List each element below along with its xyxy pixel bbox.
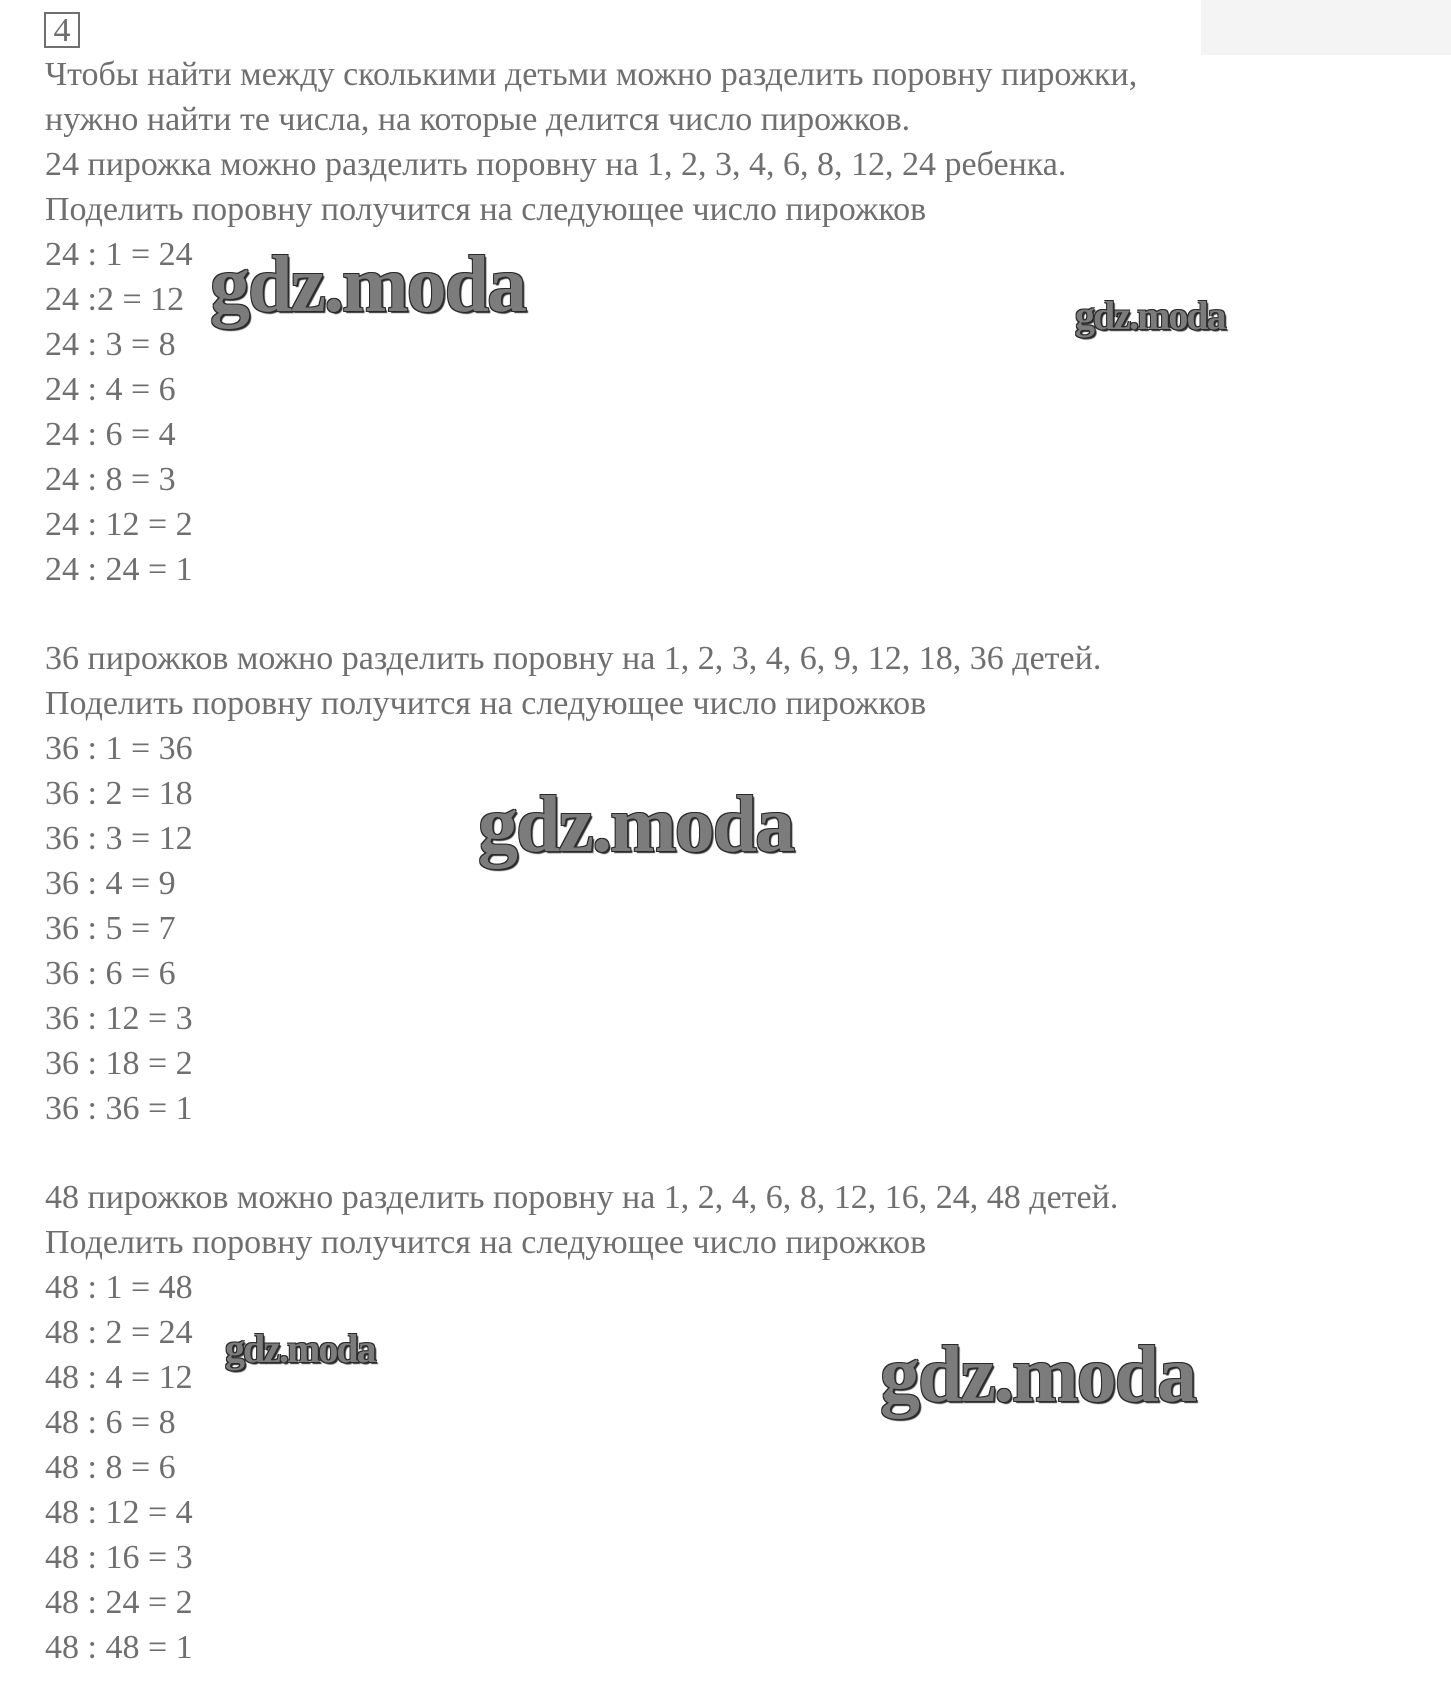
- equation-line: 24 : 24 = 1: [45, 551, 193, 588]
- section-24-subheading: Поделить поровну получится на следующее число пирожков: [45, 191, 927, 228]
- task-number-box: 4: [44, 12, 80, 48]
- equation-line: 48 : 48 = 1: [45, 1629, 193, 1666]
- equation-line: 24 :2 = 12: [45, 281, 185, 318]
- equation-line: 24 : 12 = 2: [45, 506, 193, 543]
- equation-line: 24 : 6 = 4: [45, 416, 176, 453]
- section-36-statement: 36 пирожков можно разделить поровну на 1, 2, 3, 4, 6, 9, 12, 18, 36 детей.: [45, 640, 1102, 677]
- equation-line: 48 : 6 = 8: [45, 1404, 176, 1441]
- watermark-logo: gdz.moda: [1075, 293, 1225, 338]
- equation-line: 48 : 4 = 12: [45, 1359, 193, 1396]
- equation-line: 48 : 12 = 4: [45, 1494, 193, 1531]
- equation-line: 24 : 8 = 3: [45, 461, 176, 498]
- intro-line-1: Чтобы найти между сколькими детьми можно разделить поровну пирожки,: [45, 56, 1138, 93]
- equation-line: 48 : 8 = 6: [45, 1449, 176, 1486]
- watermark-logo: gdz.moda: [880, 1331, 1196, 1419]
- watermark-logo: gdz.moda: [210, 241, 526, 329]
- equation-line: 36 : 18 = 2: [45, 1045, 193, 1082]
- equation-line: 36 : 36 = 1: [45, 1090, 193, 1127]
- section-48-statement: 48 пирожков можно разделить поровну на 1, 2, 4, 6, 8, 12, 16, 24, 48 детей.: [45, 1179, 1119, 1216]
- equation-line: 36 : 1 = 36: [45, 730, 193, 767]
- corner-shade: [1201, 0, 1451, 55]
- watermark-logo: gdz.moda: [478, 781, 794, 869]
- equation-line: 24 : 4 = 6: [45, 371, 176, 408]
- equation-line: 48 : 16 = 3: [45, 1539, 193, 1576]
- equation-line: 48 : 1 = 48: [45, 1269, 193, 1306]
- equation-line: 36 : 12 = 3: [45, 1000, 193, 1037]
- equation-line: 48 : 2 = 24: [45, 1314, 193, 1351]
- section-gap: [45, 1131, 1425, 1175]
- section-24-statement: 24 пирожка можно разделить поровну на 1, 2, 3, 4, 6, 8, 12, 24 ребенка.: [45, 146, 1067, 183]
- equation-line: 36 : 3 = 12: [45, 820, 193, 857]
- equation-line: 36 : 4 = 9: [45, 865, 176, 902]
- section-gap: [45, 592, 1425, 636]
- equation-line: 36 : 2 = 18: [45, 775, 193, 812]
- equation-line: 36 : 6 = 6: [45, 955, 176, 992]
- equation-line: 24 : 3 = 8: [45, 326, 176, 363]
- section-48-subheading: Поделить поровну получится на следующее число пирожков: [45, 1224, 927, 1261]
- equation-line: 36 : 5 = 7: [45, 910, 176, 947]
- equation-line: 48 : 24 = 2: [45, 1584, 193, 1621]
- watermark-logo: gdz.moda: [225, 1326, 375, 1371]
- section-36-subheading: Поделить поровну получится на следующее число пирожков: [45, 685, 927, 722]
- equation-line: 24 : 1 = 24: [45, 236, 193, 273]
- intro-line-2: нужно найти те числа, на которые делится число пирожков.: [45, 101, 911, 138]
